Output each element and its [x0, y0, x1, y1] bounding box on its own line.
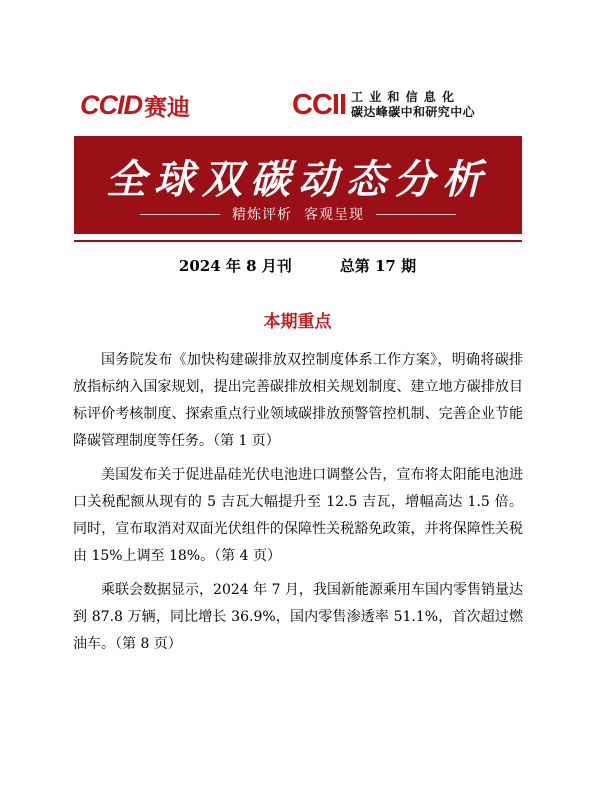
issue-line: [0, 255, 595, 276]
highlights-body: [73, 347, 523, 665]
subtitle-right-rule: [376, 214, 456, 215]
title-banner: [74, 136, 522, 234]
ccii-logo-wordmark: CCII: [292, 88, 346, 121]
highlight-paragraph: 国务院发布《加快构建碳排放双控制度体系工作方案》，明确将碳排放指标纳入国家规划，提出完善碳排放相关规划制度、建立地方碳排放目标评价考核制度、探索重点行业领域碳排放预警管控机制、完善企业节能降碳管理制度等任务。（第 1 页）: [73, 352, 523, 449]
banner-underline: [74, 240, 522, 242]
ccid-logo-chinese-name: 赛迪: [144, 93, 190, 121]
ccii-logo-text: [351, 90, 475, 120]
ccid-logo-wordmark: CCID: [80, 89, 142, 120]
ccii-logo: [292, 88, 475, 122]
section-title: 本期重点: [263, 312, 332, 332]
ccii-logo-line2: 碳达峰碳中和研究中心: [351, 105, 476, 119]
highlight-paragraph: 乘联会数据显示，2024 年 7 月，我国新能源乘用车国内零售销量达到 87.8 万辆，同比增长 36.9%，国内零售渗透率 51.1%，首次超过燃油车。（第 8 页）: [73, 582, 523, 652]
issue-number: 总第 17 期: [339, 257, 417, 275]
publication-title: 全球双碳动态分析: [106, 156, 490, 203]
highlight-paragraph: 美国发布关于促进晶硅光伏电池进口调整公告，宣布将太阳能电池进口关税配额从现有的 5 吉瓦大幅提升至 12.5 吉瓦，增幅高达 1.5 倍。同时，宣布取消对双面光伏组件的保障性关税豁免政策，并将保障性关税由 15%上调至 18%。（第 4 页）: [73, 467, 523, 564]
ccii-logo-line1: 工业和信息化: [351, 90, 461, 104]
subtitle-left-text: 精炼评析: [232, 207, 292, 223]
subtitle-left-rule: [140, 214, 220, 215]
subtitle-right-text: 客观呈现: [304, 207, 364, 223]
ccid-logo: [80, 90, 190, 120]
banner-subtitle: [74, 204, 522, 224]
issue-date: 2024 年 8 月刊: [178, 257, 292, 275]
